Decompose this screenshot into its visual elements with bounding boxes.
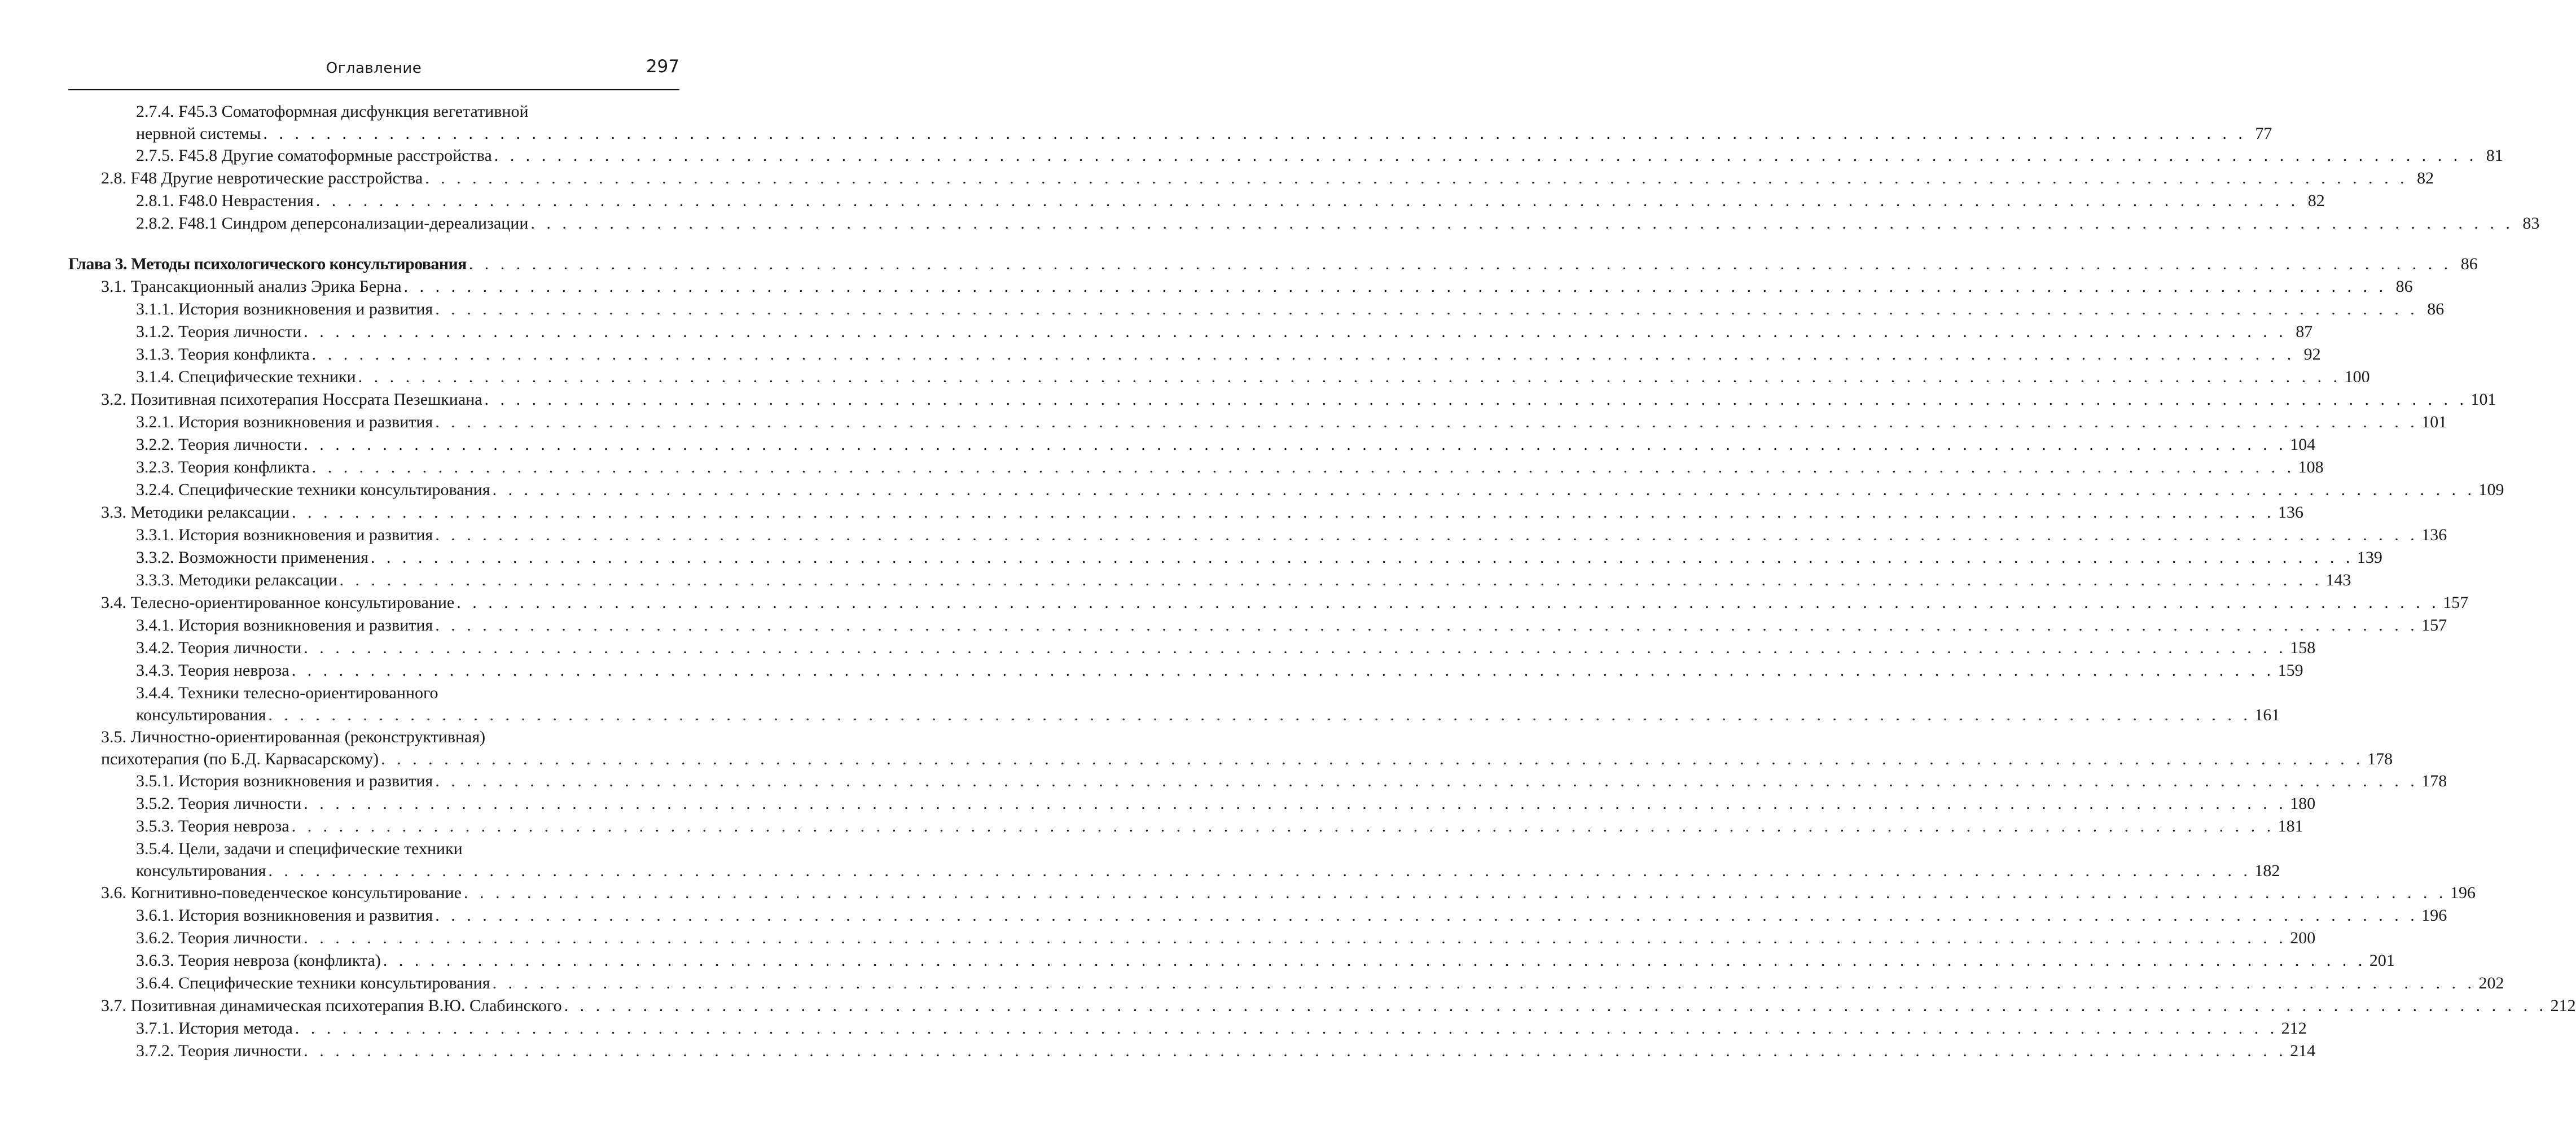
toc-entry[interactable] bbox=[68, 501, 2303, 524]
toc-entry[interactable] bbox=[68, 726, 2393, 770]
toc-page-number: 161 bbox=[2254, 706, 2280, 724]
dot-leader: . . . . . . . . . . . . . . . . . . . . . . . . . . . . . . . . . . . . . . . . . . . . . . . . . . . . . . . . . . . . . . . . . . . . . . . . . . . . . . . . . . . . . . . . . . . . . . . . . . . . . . . . . . . . . . . . . . . . . . . . . . . . . . bbox=[311, 458, 2295, 476]
toc-entry[interactable] bbox=[68, 167, 2434, 190]
toc-entry-title: 3.2. Позитивная психотерапия Носсрата Пезешкиана bbox=[101, 390, 482, 409]
toc-entry-title: 3.6. Когнитивно-поведенческое консультирование bbox=[101, 883, 462, 902]
toc-page-number: 139 bbox=[2356, 548, 2382, 567]
toc-entry-line bbox=[136, 972, 2504, 995]
toc-page-number: 212 bbox=[2550, 996, 2576, 1015]
toc-entry[interactable] bbox=[68, 793, 2316, 815]
toc-entry[interactable] bbox=[68, 1040, 2316, 1062]
toc-entry[interactable] bbox=[68, 972, 2504, 995]
toc-entry-title: 3.1.1. История возникновения и развития bbox=[136, 300, 433, 318]
toc-entry-title: 2.7.5. F45.8 Другие соматоформные расстройства bbox=[136, 146, 492, 165]
dot-leader: . . . . . . . . . . . . . . . . . . . . . . . . . . . . . . . . . . . . . . . . . . . . . . . . . . . . . . . . . . . . . . . . . . . . . . . . . . . . . . . . . . . . . . . . . . . . . . . . . . . . . . . . . . . . . . . . . . . . . . . . . . . . . . bbox=[494, 146, 2477, 165]
toc-entry-title: психотерапия (по Б.Д. Карвасарскому) bbox=[101, 750, 379, 768]
dot-leader: . . . . . . . . . . . . . . . . . . . . . . . . . . . . . . . . . . . . . . . . . . . . . . . . . . . . . . . . . . . . . . . . . . . . . . . . . . . . . . . . . . . . . . . . . . . . . . . . . . . . . . . . . . . . . . . . . . . . . . . . . . . . . . bbox=[435, 906, 2419, 925]
toc-entry-line bbox=[136, 456, 2324, 479]
toc-entry-title: 3.3. Методики релаксации bbox=[101, 503, 289, 522]
toc-entry[interactable] bbox=[68, 904, 2447, 927]
dot-leader: . . . . . . . . . . . . . . . . . . . . . . . . . . . . . . . . . . . . . . . . . . . . . . . . . . . . . . . . . . . . . . . . . . . . . . . . . . . . . . . . . . . . . . . . . . . . . . . . . . . . . . . . . . . . . . . . . . . . . . . . . . . . . . bbox=[435, 772, 2419, 790]
toc-entry[interactable] bbox=[68, 949, 2395, 972]
toc-entry-line bbox=[136, 793, 2316, 815]
book-page bbox=[68, 0, 2576, 1129]
toc-entry[interactable] bbox=[68, 411, 2447, 434]
toc-entry-line bbox=[136, 479, 2504, 501]
toc-entry-line bbox=[136, 682, 679, 704]
toc-entry[interactable] bbox=[68, 682, 2280, 726]
toc-entry-line bbox=[136, 546, 2382, 569]
toc-entry-title: 3.4.3. Теория невроза bbox=[136, 661, 289, 680]
toc-entry[interactable] bbox=[68, 456, 2324, 479]
dot-leader: . . . . . . . . . . . . . . . . . . . . . . . . . . . . . . . . . . . . . . . . . . . . . . . . . . . . . . . . . . . . . . . . . . . . . . . . . . . . . . . . . . . . . . . . . . . . . . . . . . . . . . . . . . . . . . . . . . . . . . . . . . . . . . bbox=[304, 1042, 2287, 1060]
toc-entry-line bbox=[101, 388, 2496, 411]
toc-page-number: 182 bbox=[2254, 861, 2280, 880]
toc-page-number: 178 bbox=[2367, 750, 2393, 768]
toc-entry-title: 3.4.4. Техники телесно-ориентированного bbox=[136, 684, 438, 702]
toc-entry-line bbox=[136, 434, 2316, 456]
toc-entry-title: 3.1.2. Теория личности bbox=[136, 322, 302, 341]
toc-entry[interactable] bbox=[68, 366, 2370, 388]
toc-entry-title: 3.4. Телесно-ориентированное консультирование bbox=[101, 593, 455, 612]
toc-entry-line bbox=[136, 190, 2325, 212]
dot-leader: . . . . . . . . . . . . . . . . . . . . . . . . . . . . . . . . . . . . . . . . . . . . . . . . . . . . . . . . . . . . . . . . . . . . . . . . . . . . . . . . . . . . . . . . . . . . . . . . . . . . . . . . . . . . . . . . . . . . . . . . . . . . . . bbox=[464, 883, 2447, 902]
dot-leader: . . . . . . . . . . . . . . . . . . . . . . . . . . . . . . . . . . . . . . . . . . . . . . . . . . . . . . . . . . . . . . . . . . . . . . . . . . . . . . . . . . . . . . . . . . . . . . . . . . . . . . . . . . . . . . . . . . . . . . . . . . . . . . bbox=[484, 390, 2468, 409]
toc-entry-title: 2.8.1. F48.0 Неврастения bbox=[136, 191, 314, 210]
toc-entry-title: 3.2.2. Теория личности bbox=[136, 435, 302, 454]
toc-entry-title: Глава 3. Методы психологического консультирования bbox=[68, 255, 467, 273]
toc-entry[interactable] bbox=[68, 546, 2382, 569]
toc-entry-title: нервной системы bbox=[136, 124, 261, 143]
toc-entry-title: 3.5.1. История возникновения и развития bbox=[136, 772, 433, 790]
toc-page-number: 136 bbox=[2277, 503, 2303, 522]
toc-page-number: 212 bbox=[2281, 1019, 2307, 1038]
toc-page-number: 180 bbox=[2290, 794, 2316, 813]
toc-entry-line bbox=[101, 167, 2434, 190]
dot-leader: . . . . . . . . . . . . . . . . . . . . . . . . . . . . . . . . . . . . . . . . . . . . . . . . . . . . . . . . . . . . . . . . . . . . . . . . . . . . . . . . . . . . . . . . . . . . . . . . . . . . . . . . . . . . . . . . . . . . . . . . . . . . . . bbox=[457, 593, 2440, 612]
toc-entry-line bbox=[136, 949, 2395, 972]
dot-leader: . . . . . . . . . . . . . . . . . . . . . . . . . . . . . . . . . . . . . . . . . . . . . . . . . . . . . . . . . . . . . . . . . . . . . . . . . . . . . . . . . . . . . . . . . . . . . . . . . . . . . . . . . . . . . . . . . . . . . . . . . . . . . . bbox=[304, 638, 2287, 657]
toc-entry-line bbox=[101, 995, 2576, 1017]
dot-leader: . . . . . . . . . . . . . . . . . . . . . . . . . . . . . . . . . . . . . . . . . . . . . . . . . . . . . . . . . . . . . . . . . . . . . . . . . . . . . . . . . . . . . . . . . . . . . . . . . . . . . . . . . . . . . . . . . . . . . . . . . . . . . . bbox=[530, 214, 2514, 233]
toc-entry-title: 3.2.3. Теория конфликта bbox=[136, 458, 310, 476]
toc-entry-line bbox=[136, 659, 2303, 682]
dot-leader: . . . . . . . . . . . . . . . . . . . . . . . . . . . . . . . . . . . . . . . . . . . . . . . . . . . . . . . . . . . . . . . . . . . . . . . . . . . . . . . . . . . . . . . . . . . . . . . . . . . . . . . . . . . . . . . . . . . . . . . . . . . . . . bbox=[315, 191, 2299, 210]
toc-page-number: 157 bbox=[2443, 593, 2469, 612]
table-of-contents bbox=[68, 100, 2576, 1062]
toc-page-number: 87 bbox=[2296, 322, 2313, 341]
toc-page-number: 178 bbox=[2421, 772, 2447, 790]
running-header-title: Оглавление bbox=[326, 60, 422, 77]
toc-page-number: 158 bbox=[2290, 638, 2316, 657]
toc-entry-line bbox=[68, 253, 2478, 275]
dot-leader: . . . . . . . . . . . . . . . . . . . . . . . . . . . . . . . . . . . . . . . . . . . . . . . . . . . . . . . . . . . . . . . . . . . . . . . . . . . . . . . . . . . . . . . . . . . . . . . . . . . . . . . . . . . . . . . . . . . . . . . . . . . . . . bbox=[295, 1019, 2278, 1038]
toc-entry-line bbox=[136, 145, 2503, 167]
toc-page-number: 81 bbox=[2486, 146, 2503, 165]
toc-entry-line bbox=[136, 321, 2313, 343]
toc-entry-line bbox=[136, 569, 2351, 592]
toc-entry-line bbox=[136, 904, 2447, 927]
toc-entry-title: 3.4.1. История возникновения и развития bbox=[136, 616, 433, 634]
toc-entry-title: консультирования bbox=[136, 706, 266, 724]
toc-entry-title: 3.1. Трансакционный анализ Эрика Берна bbox=[101, 277, 402, 296]
dot-leader: . . . . . . . . . . . . . . . . . . . . . . . . . . . . . . . . . . . . . . . . . . . . . . . . . . . . . . . . . . . . . . . . . . . . . . . . . . . . . . . . . . . . . . . . . . . . . . . . . . . . . . . . . . . . . . . . . . . . . . . . . . . . . . bbox=[304, 322, 2287, 341]
dot-leader: . . . . . . . . . . . . . . . . . . . . . . . . . . . . . . . . . . . . . . . . . . . . . . . . . . . . . . . . . . . . . . . . . . . . . . . . . . . . . . . . . . . . . . . . . . . . . . . . . . . . . . . . . . . . . . . . . . . . . . . . . . . . . . bbox=[311, 345, 2295, 364]
running-header bbox=[68, 55, 679, 90]
toc-entry-line bbox=[136, 1017, 2307, 1040]
toc-page-number: 86 bbox=[2395, 277, 2413, 296]
chapter-spacer bbox=[68, 235, 679, 253]
dot-leader: . . . . . . . . . . . . . . . . . . . . . . . . . . . . . . . . . . . . . . . . . . . . . . . . . . . . . . . . . . . . . . . . . . . . . . . . . . . . . . . . . . . . . . . . . . . . . . . . . . . . . . . . . . . . . . . . . . . . . . . . . . . . . . bbox=[492, 974, 2476, 992]
toc-entry-title: 3.1.3. Теория конфликта bbox=[136, 345, 310, 364]
dot-leader: . . . . . . . . . . . . . . . . . . . . . . . . . . . . . . . . . . . . . . . . . . . . . . . . . . . . . . . . . . . . . . . . . . . . . . . . . . . . . . . . . . . . . . . . . . . . . . . . . . . . . . . . . . . . . . . . . . . . . . . . . . . . . . bbox=[435, 300, 2419, 318]
toc-entry-line bbox=[136, 411, 2447, 434]
toc-entry-title: 3.4.2. Теория личности bbox=[136, 638, 302, 657]
toc-entry[interactable] bbox=[68, 882, 2476, 904]
toc-entry-title: 3.7.1. История метода bbox=[136, 1019, 293, 1038]
toc-entry-title: 3.3.3. Методики релаксации bbox=[136, 571, 337, 589]
toc-page-number: 86 bbox=[2427, 300, 2445, 318]
toc-entry[interactable] bbox=[68, 343, 2321, 366]
toc-entry-line bbox=[136, 343, 2321, 366]
toc-entry-line bbox=[136, 366, 2370, 388]
toc-entry-line bbox=[136, 838, 679, 860]
toc-entry-line bbox=[101, 726, 679, 749]
toc-page-number: 136 bbox=[2421, 526, 2447, 544]
dot-leader: . . . . . . . . . . . . . . . . . . . . . . . . . . . . . . . . . . . . . . . . . . . . . . . . . . . . . . . . . . . . . . . . . . . . . . . . . . . . . . . . . . . . . . . . . . . . . . . . . . . . . . . . . . . . . . . . . . . . . . . . . . . . . . bbox=[383, 951, 2366, 970]
dot-leader: . . . . . . . . . . . . . . . . . . . . . . . . . . . . . . . . . . . . . . . . . . . . . . . . . . . . . . . . . . . . . . . . . . . . . . . . . . . . . . . . . . . . . . . . . . . . . . . . . . . . . . . . . . . . . . . . . . . . . . . . . . . . . . bbox=[291, 817, 2275, 835]
dot-leader: . . . . . . . . . . . . . . . . . . . . . . . . . . . . . . . . . . . . . . . . . . . . . . . . . . . . . . . . . . . . . . . . . . . . . . . . . . . . . . . . . . . . . . . . . . . . . . . . . . . . . . . . . . . . . . . . . . . . . . . . . . . . . . bbox=[304, 929, 2287, 947]
toc-entry-title: 3.5. Личностно-ориентированная (реконструктивная) bbox=[101, 728, 486, 746]
dot-leader: . . . . . . . . . . . . . . . . . . . . . . . . . . . . . . . . . . . . . . . . . . . . . . . . . . . . . . . . . . . . . . . . . . . . . . . . . . . . . . . . . . . . . . . . . . . . . . . . . . . . . . . . . . . . . . . . . . . . . . . . . . . . . . bbox=[291, 503, 2275, 522]
toc-page-number: 196 bbox=[2421, 906, 2447, 925]
toc-entry-title: 3.3.1. История возникновения и развития bbox=[136, 526, 433, 544]
toc-entry-title: 3.6.2. Теория личности bbox=[136, 929, 302, 947]
toc-entry-title: 3.5.4. Цели, задачи и специфические техники bbox=[136, 839, 463, 858]
toc-entry-title: консультирования bbox=[136, 861, 266, 880]
toc-page-number: 104 bbox=[2290, 435, 2316, 454]
toc-entry[interactable] bbox=[68, 145, 2503, 167]
toc-entry[interactable] bbox=[68, 479, 2504, 501]
toc-entry-line bbox=[101, 592, 2469, 614]
toc-page-number: 101 bbox=[2421, 413, 2447, 431]
dot-leader: . . . . . . . . . . . . . . . . . . . . . . . . . . . . . . . . . . . . . . . . . . . . . . . . . . . . . . . . . . . . . . . . . . . . . . . . . . . . . . . . . . . . . . . . . . . . . . . . . . . . . . . . . . . . . . . . . . . . . . . . . . . . . . bbox=[403, 277, 2387, 296]
dot-leader: . . . . . . . . . . . . . . . . . . . . . . . . . . . . . . . . . . . . . . . . . . . . . . . . . . . . . . . . . . . . . . . . . . . . . . . . . . . . . . . . . . . . . . . . . . . . . . . . . . . . . . . . . . . . . . . . . . . . . . . . . . . . . . bbox=[435, 526, 2419, 544]
toc-entry-title: 3.6.1. История возникновения и развития bbox=[136, 906, 433, 925]
dot-leader: . . . . . . . . . . . . . . . . . . . . . . . . . . . . . . . . . . . . . . . . . . . . . . . . . . . . . . . . . . . . . . . . . . . . . . . . . . . . . . . . . . . . . . . . . . . . . . . . . . . . . . . . . . . . . . . . . . . . . . . . . . . . . . bbox=[468, 255, 2452, 273]
toc-entry-line bbox=[136, 212, 2540, 235]
toc-entry[interactable] bbox=[68, 637, 2316, 659]
toc-page-number: 109 bbox=[2478, 480, 2504, 499]
dot-leader: . . . . . . . . . . . . . . . . . . . . . . . . . . . . . . . . . . . . . . . . . . . . . . . . . . . . . . . . . . . . . . . . . . . . . . . . . . . . . . . . . . . . . . . . . . . . . . . . . . . . . . . . . . . . . . . . . . . . . . . . . . . . . . bbox=[492, 480, 2476, 499]
toc-entry[interactable] bbox=[68, 614, 2447, 637]
toc-page-number: 82 bbox=[2307, 191, 2325, 210]
toc-page-number: 201 bbox=[2369, 951, 2395, 970]
toc-entry-title: 3.7.2. Теория личности bbox=[136, 1042, 302, 1060]
toc-entry-title: 2.7.4. F45.3 Соматоформная дисфункция вегетативной bbox=[136, 102, 529, 121]
toc-entry-line bbox=[136, 770, 2447, 793]
toc-entry[interactable] bbox=[68, 190, 2325, 212]
toc-entry-title: 3.6.4. Специфические техники консультирования bbox=[136, 974, 490, 992]
dot-leader: . . . . . . . . . . . . . . . . . . . . . . . . . . . . . . . . . . . . . . . . . . . . . . . . . . . . . . . . . . . . . . . . . . . . . . . . . . . . . . . . . . . . . . . . . . . . . . . . . . . . . . . . . . . . . . . . . . . . . . . . . . . . . . bbox=[358, 367, 2341, 386]
toc-page-number: 108 bbox=[2298, 458, 2324, 476]
toc-entry[interactable] bbox=[68, 927, 2316, 949]
toc-entry-line bbox=[101, 275, 2413, 298]
toc-entry[interactable] bbox=[68, 1017, 2307, 1040]
dot-leader: . . . . . . . . . . . . . . . . . . . . . . . . . . . . . . . . . . . . . . . . . . . . . . . . . . . . . . . . . . . . . . . . . . . . . . . . . . . . . . . . . . . . . . . . . . . . . . . . . . . . . . . . . . . . . . . . . . . . . . . . . . . . . . bbox=[425, 169, 2408, 187]
dot-leader: . . . . . . . . . . . . . . . . . . . . . . . . . . . . . . . . . . . . . . . . . . . . . . . . . . . . . . . . . . . . . . . . . . . . . . . . . . . . . . . . . . . . . . . . . . . . . . . . . . . . . . . . . . . . . . . . . . . . . . . . . . . . . . bbox=[268, 861, 2252, 880]
toc-page-number: 196 bbox=[2450, 883, 2476, 902]
toc-entry[interactable] bbox=[68, 770, 2447, 793]
toc-entry[interactable] bbox=[68, 838, 2280, 882]
toc-page-number: 92 bbox=[2303, 345, 2321, 364]
toc-entry-title: 2.8. F48 Другие невротические расстройства bbox=[101, 169, 423, 187]
toc-entry-line bbox=[136, 1040, 2316, 1062]
toc-entry-line bbox=[136, 524, 2447, 546]
toc-page-number: 86 bbox=[2460, 255, 2478, 273]
toc-entry-line bbox=[136, 298, 2445, 321]
toc-entry[interactable] bbox=[68, 100, 2272, 145]
dot-leader: . . . . . . . . . . . . . . . . . . . . . . . . . . . . . . . . . . . . . . . . . . . . . . . . . . . . . . . . . . . . . . . . . . . . . . . . . . . . . . . . . . . . . . . . . . . . . . . . . . . . . . . . . . . . . . . . . . . . . . . . . . . . . . bbox=[263, 124, 2246, 143]
toc-entry-line bbox=[136, 100, 679, 123]
toc-entry[interactable] bbox=[68, 592, 2469, 614]
toc-entry-title: 3.5.3. Теория невроза bbox=[136, 817, 289, 835]
toc-entry-line bbox=[136, 123, 2272, 145]
toc-page-number: 143 bbox=[2325, 571, 2351, 589]
toc-page-number: 214 bbox=[2290, 1042, 2316, 1060]
toc-entry-line bbox=[101, 749, 2393, 770]
toc-entry-line bbox=[136, 637, 2316, 659]
toc-entry-title: 2.8.2. F48.1 Синдром деперсонализации-дереализации bbox=[136, 214, 529, 233]
toc-entry-line bbox=[136, 927, 2316, 949]
toc-entry-title: 3.1.4. Специфические техники bbox=[136, 367, 356, 386]
toc-entry[interactable] bbox=[68, 524, 2447, 546]
dot-leader: . . . . . . . . . . . . . . . . . . . . . . . . . . . . . . . . . . . . . . . . . . . . . . . . . . . . . . . . . . . . . . . . . . . . . . . . . . . . . . . . . . . . . . . . . . . . . . . . . . . . . . . . . . . . . . . . . . . . . . . . . . . . . . bbox=[564, 996, 2547, 1015]
toc-page-number: 157 bbox=[2421, 616, 2447, 634]
dot-leader: . . . . . . . . . . . . . . . . . . . . . . . . . . . . . . . . . . . . . . . . . . . . . . . . . . . . . . . . . . . . . . . . . . . . . . . . . . . . . . . . . . . . . . . . . . . . . . . . . . . . . . . . . . . . . . . . . . . . . . . . . . . . . . bbox=[435, 616, 2419, 634]
toc-entry[interactable] bbox=[68, 275, 2413, 298]
dot-leader: . . . . . . . . . . . . . . . . . . . . . . . . . . . . . . . . . . . . . . . . . . . . . . . . . . . . . . . . . . . . . . . . . . . . . . . . . . . . . . . . . . . . . . . . . . . . . . . . . . . . . . . . . . . . . . . . . . . . . . . . . . . . . . bbox=[291, 661, 2275, 680]
toc-page-number: 181 bbox=[2277, 817, 2303, 835]
toc-entry-line bbox=[101, 501, 2303, 524]
toc-entry[interactable] bbox=[68, 569, 2351, 592]
toc-page-number: 82 bbox=[2417, 169, 2434, 187]
toc-entry-title: 3.6.3. Теория невроза (конфликта) bbox=[136, 951, 381, 970]
toc-entry[interactable] bbox=[68, 995, 2576, 1017]
toc-page-number: 77 bbox=[2255, 124, 2272, 143]
toc-chapter-entry[interactable] bbox=[68, 253, 2478, 275]
page-number: 297 bbox=[646, 56, 679, 77]
toc-entry-title: 3.3.2. Возможности применения bbox=[136, 548, 368, 567]
toc-entry-title: 3.5.2. Теория личности bbox=[136, 794, 302, 813]
toc-entry[interactable] bbox=[68, 659, 2303, 682]
toc-entry-title: 3.2.1. История возникновения и развития bbox=[136, 413, 433, 431]
toc-entry-line bbox=[101, 882, 2476, 904]
toc-entry-line bbox=[136, 704, 2280, 726]
dot-leader: . . . . . . . . . . . . . . . . . . . . . . . . . . . . . . . . . . . . . . . . . . . . . . . . . . . . . . . . . . . . . . . . . . . . . . . . . . . . . . . . . . . . . . . . . . . . . . . . . . . . . . . . . . . . . . . . . . . . . . . . . . . . . . bbox=[381, 750, 2364, 768]
toc-entry-line bbox=[136, 614, 2447, 637]
toc-entry[interactable] bbox=[68, 298, 2445, 321]
toc-page-number: 83 bbox=[2522, 214, 2540, 233]
dot-leader: . . . . . . . . . . . . . . . . . . . . . . . . . . . . . . . . . . . . . . . . . . . . . . . . . . . . . . . . . . . . . . . . . . . . . . . . . . . . . . . . . . . . . . . . . . . . . . . . . . . . . . . . . . . . . . . . . . . . . . . . . . . . . . bbox=[435, 413, 2419, 431]
toc-page-number: 202 bbox=[2478, 974, 2504, 992]
toc-entry[interactable] bbox=[68, 321, 2313, 343]
dot-leader: . . . . . . . . . . . . . . . . . . . . . . . . . . . . . . . . . . . . . . . . . . . . . . . . . . . . . . . . . . . . . . . . . . . . . . . . . . . . . . . . . . . . . . . . . . . . . . . . . . . . . . . . . . . . . . . . . . . . . . . . . . . . . . bbox=[304, 435, 2287, 454]
toc-entry-title: 3.7. Позитивная динамическая психотерапия В.Ю. Слабинского bbox=[101, 996, 562, 1015]
toc-entry[interactable] bbox=[68, 212, 2540, 235]
dot-leader: . . . . . . . . . . . . . . . . . . . . . . . . . . . . . . . . . . . . . . . . . . . . . . . . . . . . . . . . . . . . . . . . . . . . . . . . . . . . . . . . . . . . . . . . . . . . . . . . . . . . . . . . . . . . . . . . . . . . . . . . . . . . . . bbox=[370, 548, 2354, 567]
toc-page-number: 100 bbox=[2344, 367, 2370, 386]
toc-page-number: 200 bbox=[2290, 929, 2316, 947]
toc-page-number: 101 bbox=[2470, 390, 2496, 409]
toc-page-number: 159 bbox=[2277, 661, 2303, 680]
toc-entry[interactable] bbox=[68, 434, 2316, 456]
dot-leader: . . . . . . . . . . . . . . . . . . . . . . . . . . . . . . . . . . . . . . . . . . . . . . . . . . . . . . . . . . . . . . . . . . . . . . . . . . . . . . . . . . . . . . . . . . . . . . . . . . . . . . . . . . . . . . . . . . . . . . . . . . . . . . bbox=[304, 794, 2287, 813]
toc-entry[interactable] bbox=[68, 388, 2496, 411]
toc-entry[interactable] bbox=[68, 815, 2303, 838]
dot-leader: . . . . . . . . . . . . . . . . . . . . . . . . . . . . . . . . . . . . . . . . . . . . . . . . . . . . . . . . . . . . . . . . . . . . . . . . . . . . . . . . . . . . . . . . . . . . . . . . . . . . . . . . . . . . . . . . . . . . . . . . . . . . . . bbox=[268, 706, 2252, 724]
toc-entry-line bbox=[136, 815, 2303, 838]
toc-entry-line bbox=[136, 860, 2280, 882]
toc-entry-title: 3.2.4. Специфические техники консультирования bbox=[136, 480, 490, 499]
dot-leader: . . . . . . . . . . . . . . . . . . . . . . . . . . . . . . . . . . . . . . . . . . . . . . . . . . . . . . . . . . . . . . . . . . . . . . . . . . . . . . . . . . . . . . . . . . . . . . . . . . . . . . . . . . . . . . . . . . . . . . . . . . . . . . bbox=[339, 571, 2323, 589]
